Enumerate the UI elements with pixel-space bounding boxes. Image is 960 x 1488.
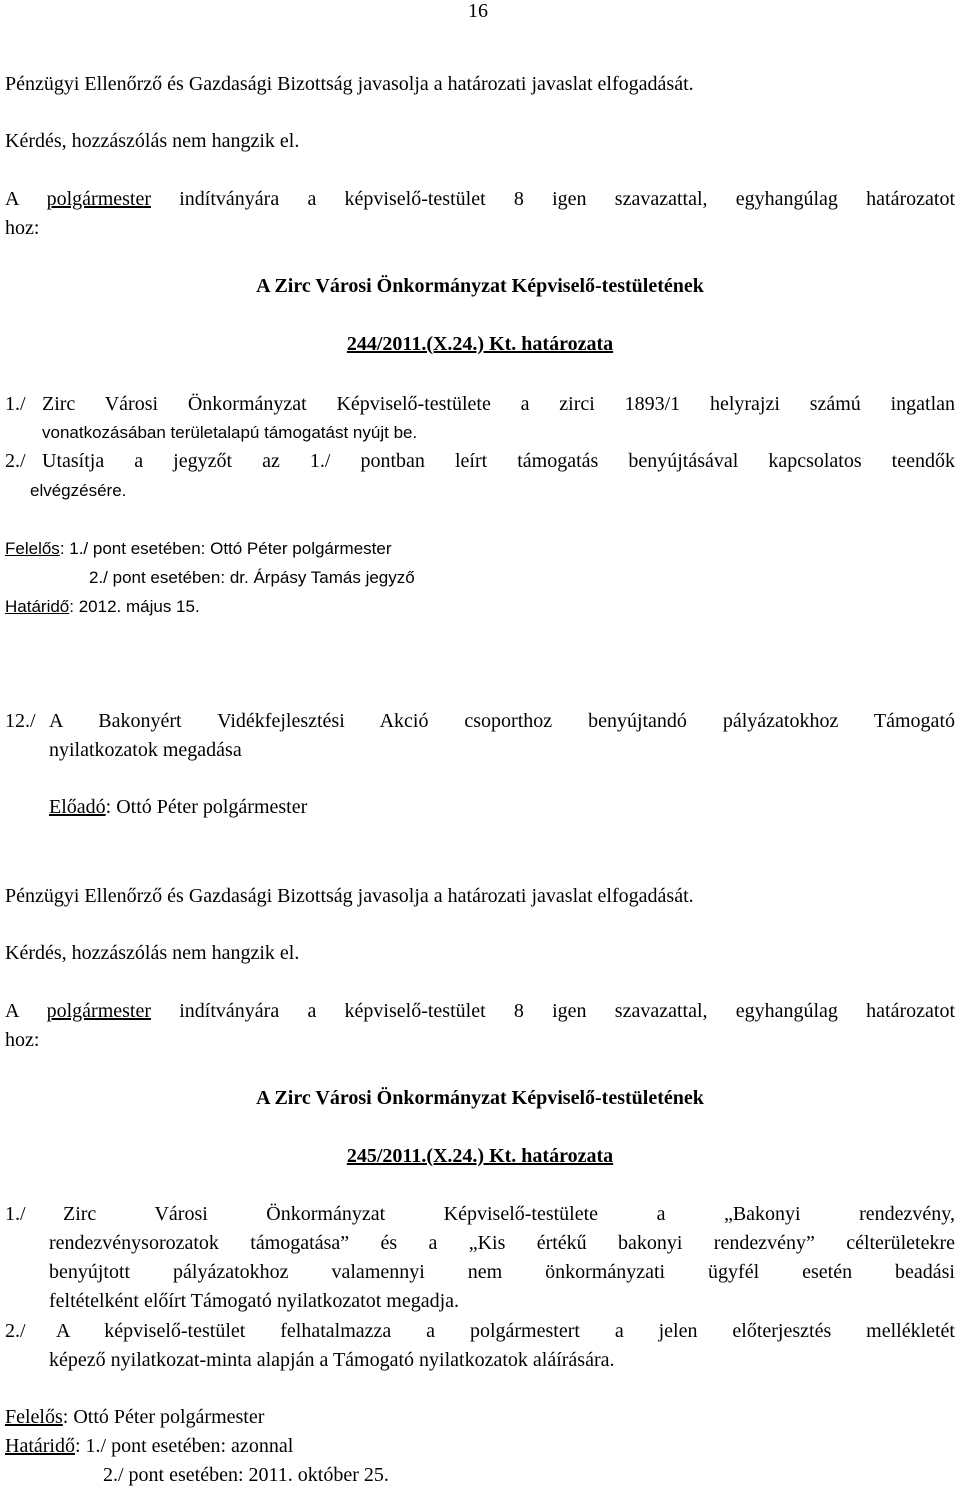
no-questions-text-2: Kérdés, hozzászólás nem hangzik el. (5, 942, 300, 964)
deadline-line-2-section: Határidő: 1./ pont esetében: azonnal (5, 1435, 294, 1457)
point-2-line-2: elvégzésére. (30, 481, 127, 500)
no-questions-text: Kérdés, hozzászólás nem hangzik el. (5, 130, 300, 152)
point-1-line-2: vonatkozásában területalapú támogatást nyújt be. (42, 423, 418, 442)
resolution-number: 244/2011.(X.24.) Kt. határozata (346, 333, 614, 355)
committee-recommendation: Pénzügyi Ellenőrző és Gazdasági Bizottság javasolja a határozati javaslat elfogadását. (5, 73, 694, 95)
deadline-line-2-section-2: 2./ pont esetében: 2011. október 25. (103, 1464, 389, 1486)
point-1-line-1-2: Zirc Városi Önkormányzat Képviselő-testülete a „Bakonyi rendezvény, (63, 1203, 955, 1225)
mayor-underlined: polgármester (46, 188, 151, 210)
point-2-line-1-2: A képviselő-testület felhatalmazza a polgármestert a jelen előterjesztés mellékletét (56, 1320, 955, 1342)
agenda-item-number: 12./ (5, 710, 36, 732)
presenter-line: Előadó: Ottó Péter polgármester (49, 796, 308, 818)
responsible-line-2-section: Felelős: Ottó Péter polgármester (5, 1406, 265, 1428)
point-1-line-4-2: feltételként előírt Támogató nyilatkozatot megadja. (49, 1290, 460, 1312)
responsible-line-2: 2./ pont esetében: dr. Árpásy Tamás jegyző (89, 568, 415, 587)
committee-recommendation-2: Pénzügyi Ellenőrző és Gazdasági Bizottság javasolja a határozati javaslat elfogadását. (5, 885, 694, 907)
point-1-number: 1./ (5, 393, 26, 415)
resolution-number-2: 245/2011.(X.24.) Kt. határozata (346, 1145, 614, 1167)
vote-statement-2: A polgármester indítványára a képviselő-testület 8 igen szavazattal, egyhangúlag határozatot (5, 1000, 956, 1022)
agenda-item-title-line-2: nyilatkozatok megadása (49, 739, 242, 761)
deadline-line: Határidő: 2012. május 15. (5, 597, 200, 616)
body-title-2: A Zirc Városi Önkormányzat Képviselő-testületének (256, 1087, 704, 1109)
point-2-line-1: Utasítja a jegyzőt az 1./ pontban leírt támogatás benyújtásával kapcsolatos teendők (42, 450, 955, 472)
point-1-line-2-2: rendezvénysorozatok támogatása” és a „Kis értékű bakonyi rendezvény” célterületekre (49, 1232, 955, 1254)
vote-statement: A polgármester indítványára a képviselő-testület 8 igen szavazattal, egyhangúlag határozatot (5, 188, 956, 210)
point-2-line-2-2: képező nyilatkozat-minta alapján a Támogató nyilatkozatok aláírására. (49, 1349, 615, 1371)
body-title: A Zirc Városi Önkormányzat Képviselő-testületének (256, 275, 704, 297)
mayor-underlined-2: polgármester (46, 1000, 151, 1022)
page-number: 16 (468, 0, 488, 22)
responsible-line-1: Felelős: 1./ pont esetében: Ottó Péter polgármester (5, 539, 392, 558)
agenda-item-title-line-1: A Bakonyért Vidékfejlesztési Akció csoporthoz benyújtandó pályázatokhoz Támogató (49, 710, 955, 732)
point-1-number-2: 1./ (5, 1203, 26, 1225)
point-1-line-3-2: benyújtott pályázatokhoz valamennyi nem önkormányzati ügyfél esetén beadási (49, 1261, 955, 1283)
vote-statement-2-line2: hoz: (5, 1029, 40, 1051)
point-2-number: 2./ (5, 450, 26, 472)
point-1-line-1: Zirc Városi Önkormányzat Képviselő-testülete a zirci 1893/1 helyrajzi számú ingatlan (42, 393, 955, 415)
point-2-number-2: 2./ (5, 1320, 26, 1342)
vote-statement-line2: hoz: (5, 217, 40, 239)
